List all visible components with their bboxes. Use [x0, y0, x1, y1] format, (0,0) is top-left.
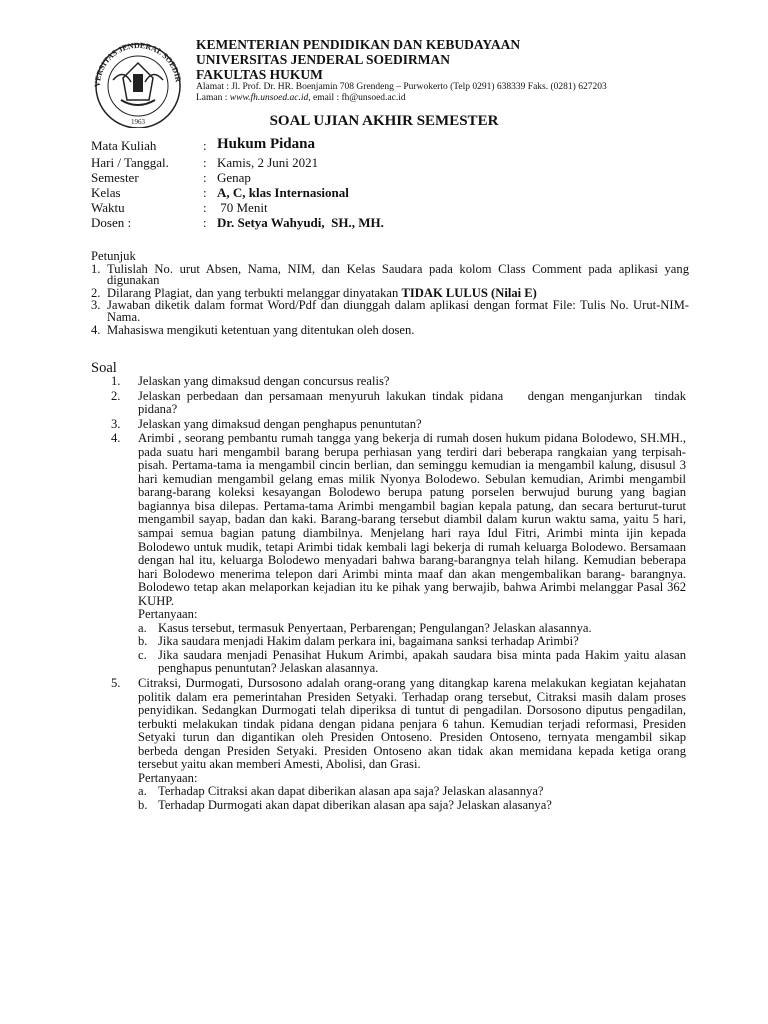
question-prompt: Pertanyaan:	[138, 607, 198, 622]
sub-question: a. Kasus tersebut, termasuk Penyertaan, Perbarengan; Pengulangan? Jelaskan alasannya.	[138, 620, 592, 635]
question-item: 2. Jelaskan perbedaan dan persamaan menyuruh lakukan tindak pidana dengan menganjurkan tindak pidana?	[111, 388, 690, 417]
web-prefix: Laman :	[196, 93, 230, 103]
instruction-item: 1. Tulislah No. urut Absen, Nama, NIM, dan Kelas Saudara pada kolom Class Comment pada aplikasi yang digunakan	[91, 261, 689, 288]
svg-text:UNIVERSITAS JENDERAL SOEDIRMAN	[83, 38, 183, 87]
instructions	[91, 251, 689, 336]
ministry-name: KEMENTERIAN PENDIDIKAN DAN KEBUDAYAAN	[196, 37, 521, 52]
instruction-item: 3. Jawaban diketik dalam format Word/Pdf dan diunggah dalam aplikasi dengan format File: Tulis No. Urut-NIM-Nama.	[91, 298, 689, 324]
sub-question: b. Terhadap Durmogati akan dapat diberikan alasan apa saja? Jelaskan alasanya?	[138, 797, 552, 812]
question-item: 4. Arimbi , seorang pembantu rumah tangga yang bekerja di rumah dosen hukum pidana Bolodewo, SH.MH., pada suatu hari mengambil barang berupa perhiasan yang terdiri dari beberapa rangkaian yang terpisah-pisah. Pertama-tama ia mengambil cincin berlian, dan seminggu kemudian ia mengambil kalung, disusul 3 hari kemudian mengambil gelang emas milik Nyonya Bolodewo. Sebulan kemudian, Arimbi mengambil barang-barang koleksi kesayangan Bolodewo berupa patung porselen berwujud burung yang bagian bagiannya bisa dilepas. Pertama-tama Arimbi mengambil bagian kepala patung, dan secara berturut-turut mengambil sayap, badan dan kaki. Barang-barang tersebut diambil dalam kurun waktu sama, yaitu 5 hari, sampai semua bagian patung diambilnya. Menjelang hari raya Idul Fitri, Arimbi minta ijin kepada Bolodewo untuk mudik, tetapi Arimbi tidak kembali lagi bekerja di rumah keluarga Bolodewo. Bersamaan dengan hal itu, keluarga Bolodewo menyadari bahwa barang-barangnya telah hilang. Kemudian beberapa hari Bolodewo menerima telepon dari Arimbi minta maaf dan akan mengembalikan barang- barangnya. Bolodewo tetap akan melaporkan kejadian itu ke pihak yang berwajib, bahwa Arimbi melanggar Pasal 362 KUHP. Pertanyaan: a. Kasus tersebut, termasuk Penyertaan, Perbarengan; Pengulangan? Jelaskan alasannya. b. Jika saudara menjadi Hakim dalam perkara ini, bagaimana sanksi terhadap Arimbi? c. Jika saudara menjadi Penasihat Hukum Arimbi, apakah saudara bisa minta pada Hakim yaitu alasan penghapus penuntutan? Jelaskan alasannya.	[111, 431, 686, 676]
website-link[interactable]: www.fh.unsoed.ac.id	[229, 93, 309, 103]
sub-question: b. Jika saudara menjadi Hakim dalam perkara ini, bagaimana sanksi terhadap Arimbi?	[138, 634, 579, 649]
instructions-heading: Petunjuk	[91, 249, 136, 263]
sub-question: a. Terhadap Citraksi akan dapat diberikan alasan apa saja? Jelaskan alasannya?	[138, 784, 544, 799]
address-line: Alamat : Jl. Prof. Dr. HR. Boenjamin 708 Grendeng – Purwokerto (Telp 0291) 638339 Faks. (0281) 627203	[196, 82, 607, 92]
exam-title: SOAL UJIAN AKHIR SEMESTER	[269, 113, 499, 129]
university-name: UNIVERSITAS JENDERAL SOEDIRMAN	[196, 52, 451, 67]
instruction-item: 4. Mahasiswa mengikuti ketentuan yang ditentukan oleh dosen.	[91, 322, 415, 337]
email-text: , email : fh@unsoed.ac.id	[308, 93, 406, 103]
question-item: 3. Jelaskan yang dimaksud dengan penghapus penuntutan?	[111, 416, 422, 431]
faculty-name: FAKULTAS HUKUM	[196, 67, 323, 82]
logo-text: VERSITAS JENDERAL SOEDIR	[92, 40, 183, 88]
instruction-item: 2. Dilarang Plagiat, dan yang terbukti melanggar dinyatakan TIDAK LULUS (Nilai E)	[91, 285, 537, 300]
course-name: Hukum Pidana	[217, 136, 315, 152]
question-prompt: Pertanyaan:	[138, 770, 198, 785]
sub-question: c. Jika saudara menjadi Penasihat Hukum Arimbi, apakah saudara bisa minta pada Hakim yaitu alasan penghapus penuntutan? Jelaskan alasannya.	[138, 647, 686, 676]
web-line	[196, 93, 406, 104]
question-item: 1. Jelaskan yang dimaksud dengan concursus realis?	[111, 374, 390, 388]
question-item: 5. Citraksi, Durmogati, Dursosono adalah orang-orang yang ditangkap karena melakukan kegiatan kejahatan politik dalam era pemerintahan Presiden Setyaki. Terhadap orang tersebut, Citraksi masih dalam proses penyidikan. Sedangkan Durmogati telah diperiksa di tuntut di pengadilan. Dorsosono diputus pengadilan, terbukti melakukan tindak pidana dengan pidana penjara 6 tahun. Kemudian terjadi reformasi, Presiden Setyaki turun dan digantikan oleh Presiden Ontoseno. Presiden Ontoseno, ternyata mengambil sikap berbeda dengan Presiden Setyaki. Presiden Ontoseno akan tidak akan memidana kepada ketiga orang tersebut yaitu akan memberi Amesti, Abolisi, dan Grasi. Pertanyaan: a. Terhadap Citraksi akan dapat diberikan alasan apa saja? Jelaskan alasannya? b. Terhadap Durmogati akan dapat diberikan alasan apa saja? Jelaskan alasanya?	[111, 676, 686, 812]
questions-heading: Soal	[91, 360, 117, 376]
logo-year: 1963	[131, 118, 145, 126]
questions-list	[111, 374, 690, 813]
